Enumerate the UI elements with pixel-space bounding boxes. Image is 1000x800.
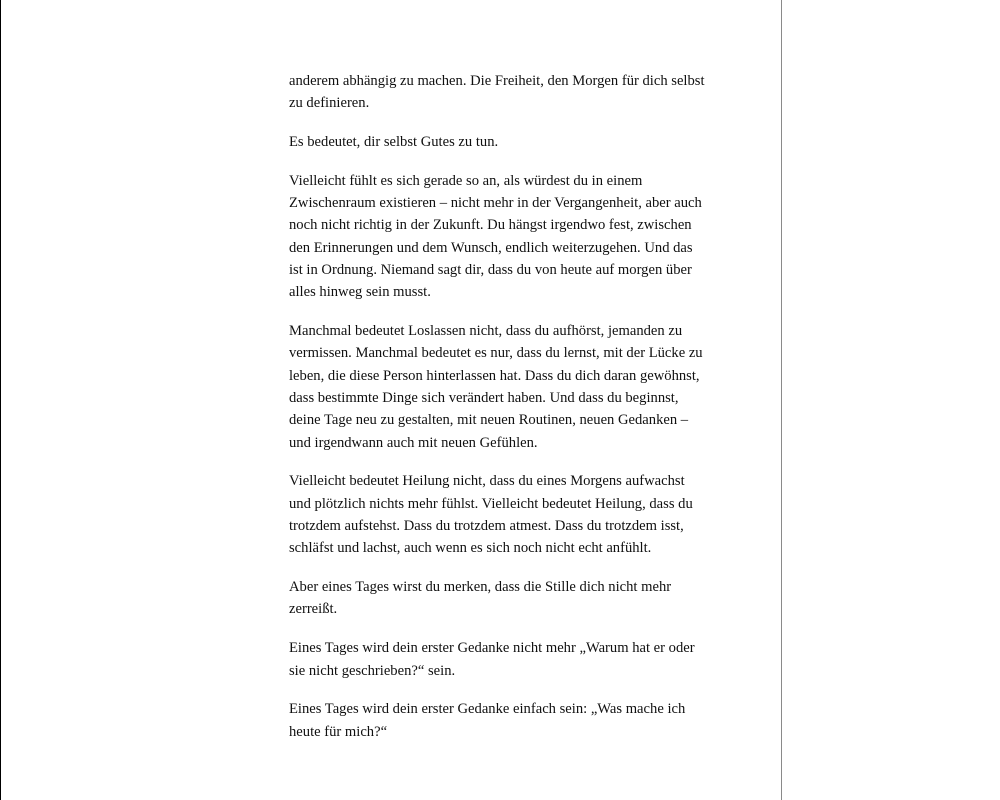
left-border-rule [0,0,1,800]
body-text-column [289,70,709,743]
paragraph: Eines Tages wird dein erster Gedanke einfach sein: „Was mache ich heute für mich?“ [289,701,689,740]
page-edge-divider [781,0,782,800]
paragraph: Vielleicht bedeutet Heilung nicht, dass du eines Morgens aufwachst und plötzlich nichts mehr fühlst. Vielleicht bedeutet Heilung, dass du trotzdem aufstehst. Dass du trotzdem atmest. Dass du trotzdem isst, schläfst und lachst, auch wenn es sich noch nicht echt anfühlt. [289,473,697,557]
paragraph: anderem abhängig zu machen. Die Freiheit, den Morgen für dich selbst zu definieren. [289,73,709,112]
right-margin-strip [782,0,1000,800]
paragraph: Aber eines Tages wirst du merken, dass die Stille dich nicht mehr zerreißt. [289,579,675,618]
paragraph: Eines Tages wird dein erster Gedanke nicht mehr „Warum hat er oder sie nicht geschrieben?“ sein. [289,640,699,679]
paragraph: Vielleicht fühlt es sich gerade so an, als würdest du in einem Zwischenraum existieren – nicht mehr in der Vergangenheit, aber auch noch nicht richtig in der Zukunft. Du hängst irgendwo fest, zwischen den Erinnerungen und dem Wunsch, endlich weiterzugehen. Und das ist in Ordnung. Niemand sagt dir, dass du von heute auf morgen über alles hinweg sein musst. [289,172,706,301]
paragraph: Manchmal bedeutet Loslassen nicht, dass du aufhörst, jemanden zu vermissen. Manchmal bedeutet es nur, dass du lernst, mit der Lücke zu leben, die diese Person hinterlassen hat. Dass du dich daran gewöhnst, dass bestimmte Dinge sich verändert haben. Und dass du beginnst, deine Tage neu zu gestalten, mit neuen Routinen, neuen Gedanken – und irgendwann auch mit neuen Gefühlen. [289,323,707,451]
paragraph: Es bedeutet, dir selbst Gutes zu tun. [289,134,499,151]
